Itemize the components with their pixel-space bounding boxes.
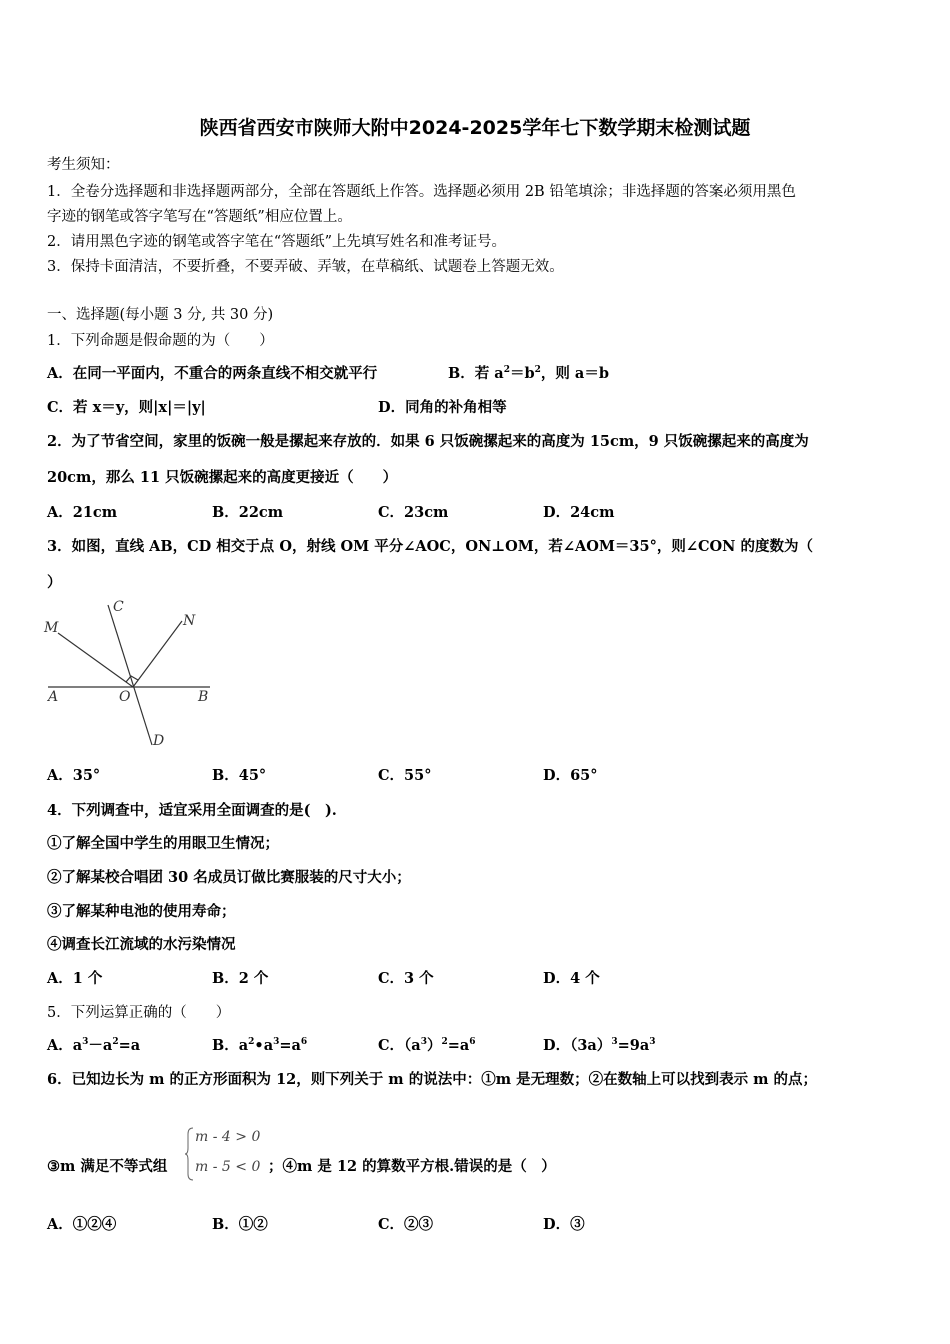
- q4-item-2: ②了解某校合唱团 30 名成员订做比赛服装的尺寸大小；: [47, 869, 411, 886]
- label-n: N: [183, 613, 196, 629]
- brace-icon: [185, 1126, 195, 1182]
- q2-stem-line1: 2．为了节省空间，家里的饭碗一般是摞起来存放的．如果 6 只饭碗摞起来的高度为 15cm，9 只饭碗摞起来的高度为: [47, 433, 809, 450]
- label-d: D: [153, 733, 165, 749]
- q3-stem-line1: 3．如图，直线 AB，CD 相交于点 O，射线 OM 平分∠AOC，ON⊥OM，若∠AOM＝35°，则∠CON 的度数为（: [47, 538, 813, 555]
- q1-option-b: B．若 $a^2=b^2$，则 a＝b: [448, 365, 609, 382]
- ray-om: [58, 633, 133, 687]
- inequality-system: [185, 1126, 275, 1182]
- page-title: 陕西省西安市陕师大附中2024-2025学年七下数学期末检测试题: [199, 117, 751, 139]
- q3-option-b: B．45°: [212, 767, 267, 784]
- q4-stem: 4．下列调查中，适宜采用全面调查的是( ).: [47, 802, 337, 819]
- q4-option-a: A．1 个: [47, 970, 103, 987]
- q6-stem-pre: ③m 满足不等式组: [47, 1158, 168, 1175]
- q1-option-c: C．若 x＝y，则|x|＝|y|: [47, 399, 206, 416]
- label-a: A: [48, 689, 59, 705]
- ray-on: [133, 621, 182, 687]
- line-cd: [108, 605, 152, 745]
- q6-option-c: C．②③: [378, 1216, 434, 1233]
- notice-item-1-cont: 字迹的钢笔或答字笔写在“答题纸”相应位置上。: [47, 209, 352, 225]
- q4-item-3: ③了解某种电池的使用寿命；: [47, 903, 236, 920]
- label-m: M: [44, 620, 59, 636]
- q6-stem-line1: 6．已知边长为 m 的正方形面积为 12，则下列关于 m 的说法中：①m 是无理数；②在数轴上可以找到表示 m 的点；: [47, 1071, 818, 1088]
- q4-item-1: ①了解全国中学生的用眼卫生情况；: [47, 835, 279, 852]
- q4-item-4: ④调查长江流域的水污染情况: [47, 936, 236, 953]
- q5-option-a: A．$a^3-a^2=a$: [47, 1037, 141, 1054]
- notice-item-3: 3．保持卡面清洁，不要折叠，不要弄破、弄皱，在草稿纸、试题卷上答题无效。: [47, 259, 564, 275]
- q4-option-b: B．2 个: [212, 970, 269, 987]
- q6-option-d: D．③: [543, 1216, 585, 1233]
- q3-option-c: C．55°: [378, 767, 432, 784]
- q2-stem-line2: 20cm，那么 11 只饭碗摞起来的高度更接近（ ）: [47, 469, 398, 486]
- q6-stem-post: ；④m 是 12 的算数平方根.错误的是（ ）: [268, 1158, 556, 1175]
- q2-option-d: D．24cm: [543, 504, 615, 521]
- notice-item-2: 2．请用黑色字迹的钢笔或答字笔在“答题纸”上先填写姓名和准考证号。: [47, 234, 507, 250]
- notice-heading: 考生须知：: [47, 157, 120, 173]
- inequality-2: m - 5 < 0: [195, 1159, 261, 1175]
- inequality-1: m - 4 > 0: [195, 1129, 261, 1145]
- q5-option-c: C．$(a^3)^2=a^6$: [378, 1037, 476, 1054]
- q4-option-c: C．3 个: [378, 970, 434, 987]
- q2-option-b: B．22cm: [212, 504, 284, 521]
- q5-option-d: D．$(3a)^3=9a^3$: [543, 1037, 656, 1054]
- q5-option-b: B．$a^2•a^3=a^6$: [212, 1037, 308, 1054]
- q1-option-d: D．同角的补角相等: [378, 399, 507, 416]
- q1-stem: 1．下列命题是假命题的为（ ）: [47, 333, 274, 349]
- q3-option-d: D．65°: [543, 767, 598, 784]
- q3-option-a: A．35°: [47, 767, 101, 784]
- notice-item-1: 1．全卷分选择题和非选择题两部分，全部在答题纸上作答。选择题必须用 2B 铅笔填涂；非选择题的答案必须用黑色: [47, 184, 796, 200]
- label-b: B: [198, 689, 209, 705]
- label-c: C: [113, 599, 124, 615]
- q3-stem-line2: ）: [47, 574, 62, 591]
- label-o: O: [119, 689, 131, 705]
- q4-option-d: D．4 个: [543, 970, 600, 987]
- q6-option-a: A．①②④: [47, 1216, 117, 1233]
- q1-option-a: A．在同一平面内，不重合的两条直线不相交就平行: [47, 365, 378, 382]
- q2-option-c: C．23cm: [378, 504, 449, 521]
- section-heading: 一、选择题(每小题 3 分, 共 30 分): [47, 307, 274, 323]
- q2-option-a: A．21cm: [47, 504, 118, 521]
- q5-stem: 5．下列运算正确的（ ）: [47, 1005, 231, 1021]
- geometry-figure: [40, 595, 230, 755]
- q6-option-b: B．①②: [212, 1216, 268, 1233]
